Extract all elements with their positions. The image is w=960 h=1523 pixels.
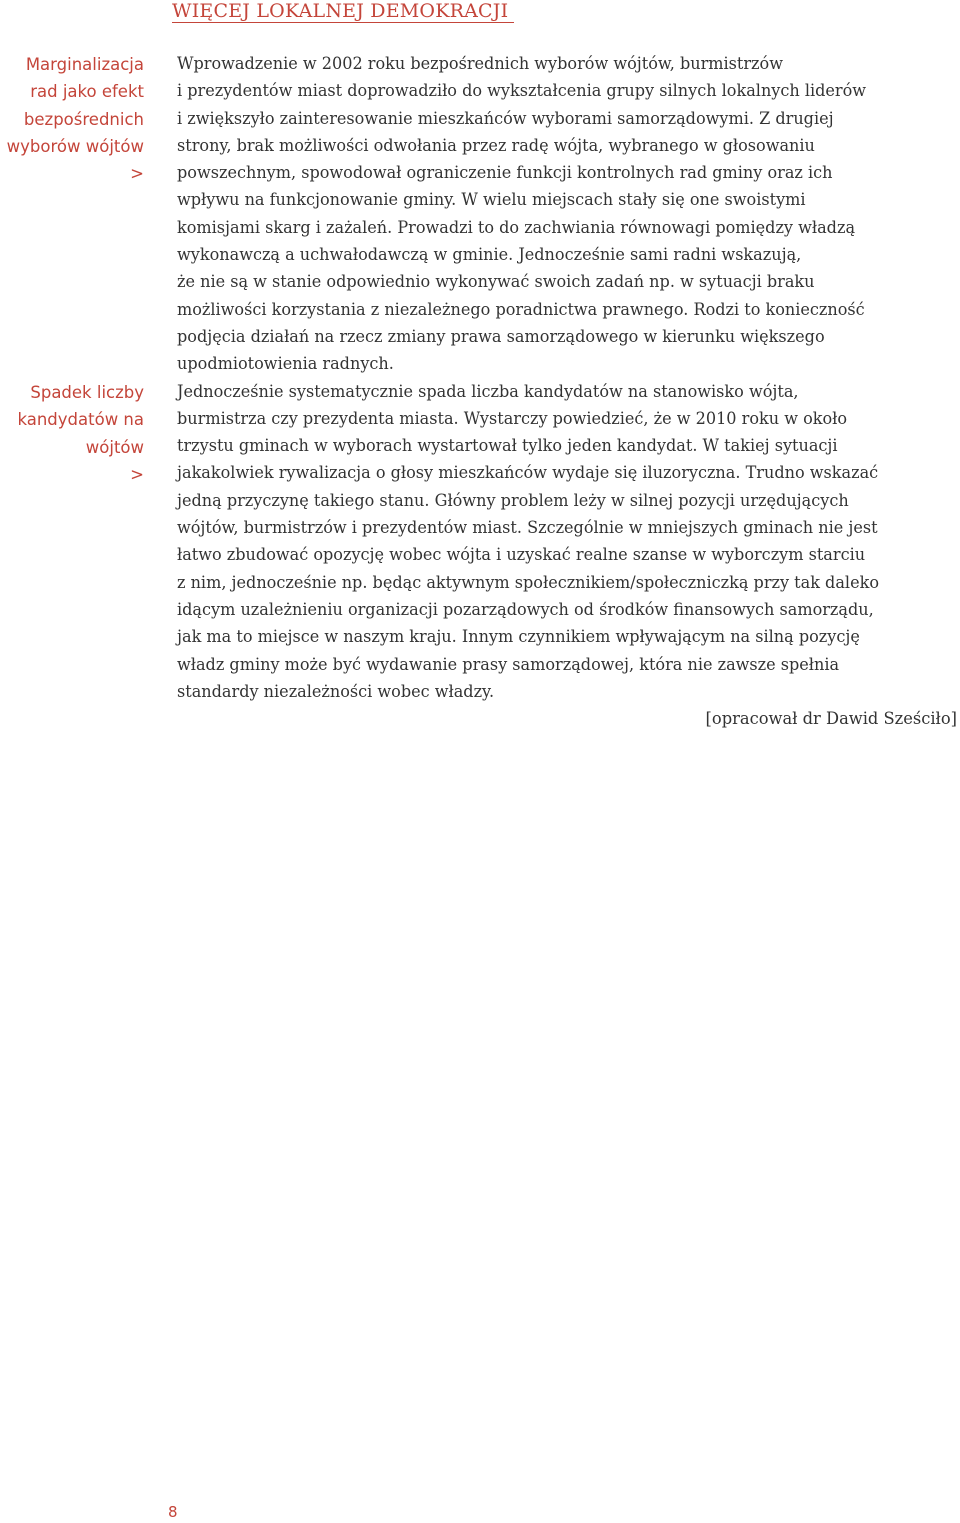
- margin-note-marginalizacja: [0, 51, 144, 187]
- body-line: Wprowadzenie w 2002 roku bezpośrednich wyborów wójtów, burmistrzów: [177, 54, 783, 73]
- margin-note-line: Spadek liczby: [30, 383, 144, 402]
- margin-note-line: rad jako efekt: [30, 82, 144, 102]
- article-body: [177, 50, 960, 705]
- margin-note-arrow: >: [130, 164, 144, 184]
- body-line: wykonawczą a uchwałodawczą w gminie. Jednocześnie sami radni wskazują,: [177, 245, 802, 265]
- body-line: jakakolwiek rywalizacja o głosy mieszkańców wydaje się iluzoryczna. Trudno wskazać: [177, 463, 879, 483]
- margin-note-line: wyborów wójtów: [6, 136, 144, 156]
- margin-note-arrow: >: [130, 464, 144, 484]
- body-line: strony, brak możliwości odwołania przez radę wójta, wybranego w głosowaniu: [177, 135, 815, 155]
- body-line: burmistrza czy prezydenta miasta. Wystarczy powiedzieć, że w 2010 roku w około: [177, 408, 848, 428]
- margin-note-line: wójtów: [85, 437, 144, 457]
- margin-note-spadek: [0, 379, 144, 488]
- body-line: możliwości korzystania z niezależnego poradnictwa prawnego. Rodzi to konieczność: [177, 299, 865, 319]
- body-line: powszechnym, spowodował ograniczenie funkcji kontrolnych rad gminy oraz ich: [177, 163, 833, 183]
- body-line: upodmiotowienia radnych.: [177, 354, 394, 374]
- margin-note-line: Marginalizacja: [25, 55, 144, 74]
- body-line: trzystu gminach w wyborach wystartował tylko jeden kandydat. W takiej sytuacji: [177, 436, 838, 456]
- header-underline: [172, 22, 514, 23]
- body-line: że nie są w stanie odpowiednio wykonywać swoich zadań np. w sytuacji braku: [177, 272, 815, 292]
- body-line: z nim, jednocześnie np. będąc aktywnym społecznikiem/społeczniczką przy tak daleko: [177, 572, 880, 592]
- body-line: komisjami skarg i zażaleń. Prowadzi to do zachwiania równowagi pomiędzy władzą: [177, 217, 856, 237]
- margin-note-line: kandydatów na: [17, 410, 144, 430]
- body-line: idącym uzależnieniu organizacji pozarządowych od środków finansowych samorządu,: [177, 599, 874, 619]
- author-signature: [opracował dr Dawid Sześciło]: [705, 709, 957, 728]
- page-header-title: WIĘCEJ LOKALNEJ DEMOKRACJI: [172, 0, 509, 22]
- body-line: i zwiększyło zainteresowanie mieszkańców wyborami samorządowymi. Z drugiej: [177, 108, 834, 128]
- body-line: wójtów, burmistrzów i prezydentów miast. Szczególnie w mniejszych gminach nie jest: [177, 518, 878, 538]
- body-line: łatwo zbudować opozycję wobec wójta i uzyskać realne szanse w wyborczym starciu: [177, 545, 866, 565]
- page-number: 8: [168, 1503, 178, 1521]
- body-line: wpływu na funkcjonowanie gminy. W wielu miejscach stały się one swoistymi: [177, 190, 806, 210]
- body-line: władz gminy może być wydawanie prasy samorządowej, która nie zawsze spełnia: [177, 654, 840, 674]
- body-line: Jednocześnie systematycznie spada liczba kandydatów na stanowisko wójta,: [177, 381, 799, 401]
- body-line: podjęcia działań na rzecz zmiany prawa samorządowego w kierunku większego: [177, 326, 825, 346]
- margin-note-line: bezpośrednich: [23, 109, 144, 129]
- body-line: jedną przyczynę takiego stanu. Główny problem leży w silnej pozycji urzędujących: [177, 490, 849, 510]
- body-line: jak ma to miejsce w naszym kraju. Innym czynnikiem wpływającym na silną pozycję: [177, 627, 860, 647]
- body-line: standardy niezależności wobec władzy.: [177, 681, 495, 701]
- body-line: i prezydentów miast doprowadziło do wykształcenia grupy silnych lokalnych liderów: [177, 81, 867, 101]
